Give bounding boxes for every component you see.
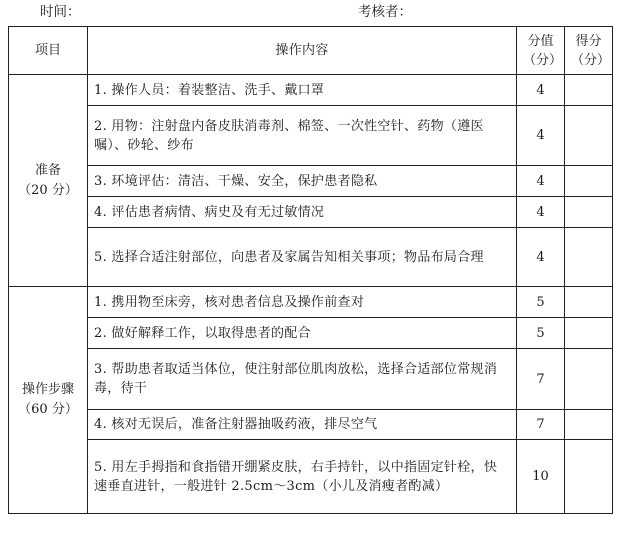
row-got-cell[interactable] (565, 106, 613, 166)
row-content: 2. 用物：注射盘内备皮肤消毒剂、棉签、一次性空针、药物（遵医嘱）、砂轮、纱布 (88, 106, 517, 166)
row-got-cell[interactable] (565, 318, 613, 349)
section-points: （20 分） (18, 182, 78, 198)
table-row (9, 410, 613, 440)
row-score: 7 (517, 349, 565, 410)
header-score-line1: 分值 (527, 33, 554, 49)
row-score: 10 (517, 440, 565, 514)
table-row (9, 166, 613, 197)
section-name: 准备 (34, 162, 61, 178)
row-score: 4 (517, 197, 565, 228)
time-label: 时间： (40, 4, 81, 20)
row-content: 5. 选择合适注射部位，向患者及家属告知相关事项；物品布局合理 (88, 228, 517, 287)
section-cell-steps (9, 287, 88, 514)
table-row (9, 106, 613, 166)
row-score: 7 (517, 410, 565, 440)
section-points: （60 分） (18, 402, 78, 417)
header-got-line1: 得分 (575, 33, 602, 49)
row-score: 4 (517, 106, 565, 166)
table-row (9, 197, 613, 228)
table-row (9, 75, 613, 106)
row-content: 3. 帮助患者取适当体位，使注射部位肌肉放松，选择合适部位常规消毒，待干 (88, 349, 517, 410)
row-content: 4. 评估患者病情、病史及有无过敏情况 (88, 197, 517, 228)
row-score: 5 (517, 318, 565, 349)
header-score-line2: （分） (523, 52, 563, 68)
row-score: 4 (517, 228, 565, 287)
row-score: 5 (517, 287, 565, 318)
table-row (9, 349, 613, 410)
row-score: 4 (517, 75, 565, 106)
header-item: 项目 (9, 27, 88, 75)
header-meta (0, 2, 621, 24)
row-score: 4 (517, 166, 565, 197)
row-content: 2. 做好解释工作，以取得患者的配合 (88, 318, 517, 349)
row-content: 4. 核对无误后，准备注射器抽吸药液，排尽空气 (88, 410, 517, 440)
row-got-cell[interactable] (565, 410, 613, 440)
table-row (9, 287, 613, 318)
row-got-cell[interactable] (565, 228, 613, 287)
section-cell-prep (9, 75, 88, 287)
row-content: 3. 环境评估：清洁、干燥、安全，保护患者隐私 (88, 166, 517, 197)
row-content: 1. 携用物至床旁，核对患者信息及操作前查对 (88, 287, 517, 318)
row-content: 5. 用左手拇指和食指错开绷紧皮肤，右手持针，以中指固定针栓，快速垂直进针，一般进针 2.5cm～3cm（小儿及消瘦者酌减） (88, 440, 517, 514)
assessment-table (8, 26, 613, 514)
row-got-cell[interactable] (565, 349, 613, 410)
table-row (9, 228, 613, 287)
header-content: 操作内容 (88, 27, 517, 75)
row-content: 1. 操作人员：着装整洁、洗手、戴口罩 (88, 75, 517, 106)
row-got-cell[interactable] (565, 166, 613, 197)
row-got-cell[interactable] (565, 440, 613, 514)
header-got-line2: （分） (571, 52, 611, 68)
table-row (9, 318, 613, 349)
row-got-cell[interactable] (565, 75, 613, 106)
table-row (9, 440, 613, 514)
table-header-row (9, 27, 613, 75)
row-got-cell[interactable] (565, 287, 613, 318)
reviewer-label: 考核者： (358, 4, 412, 20)
row-got-cell[interactable] (565, 197, 613, 228)
header-got (565, 27, 613, 75)
section-name: 操作步骤 (21, 382, 74, 397)
header-score (517, 27, 565, 75)
